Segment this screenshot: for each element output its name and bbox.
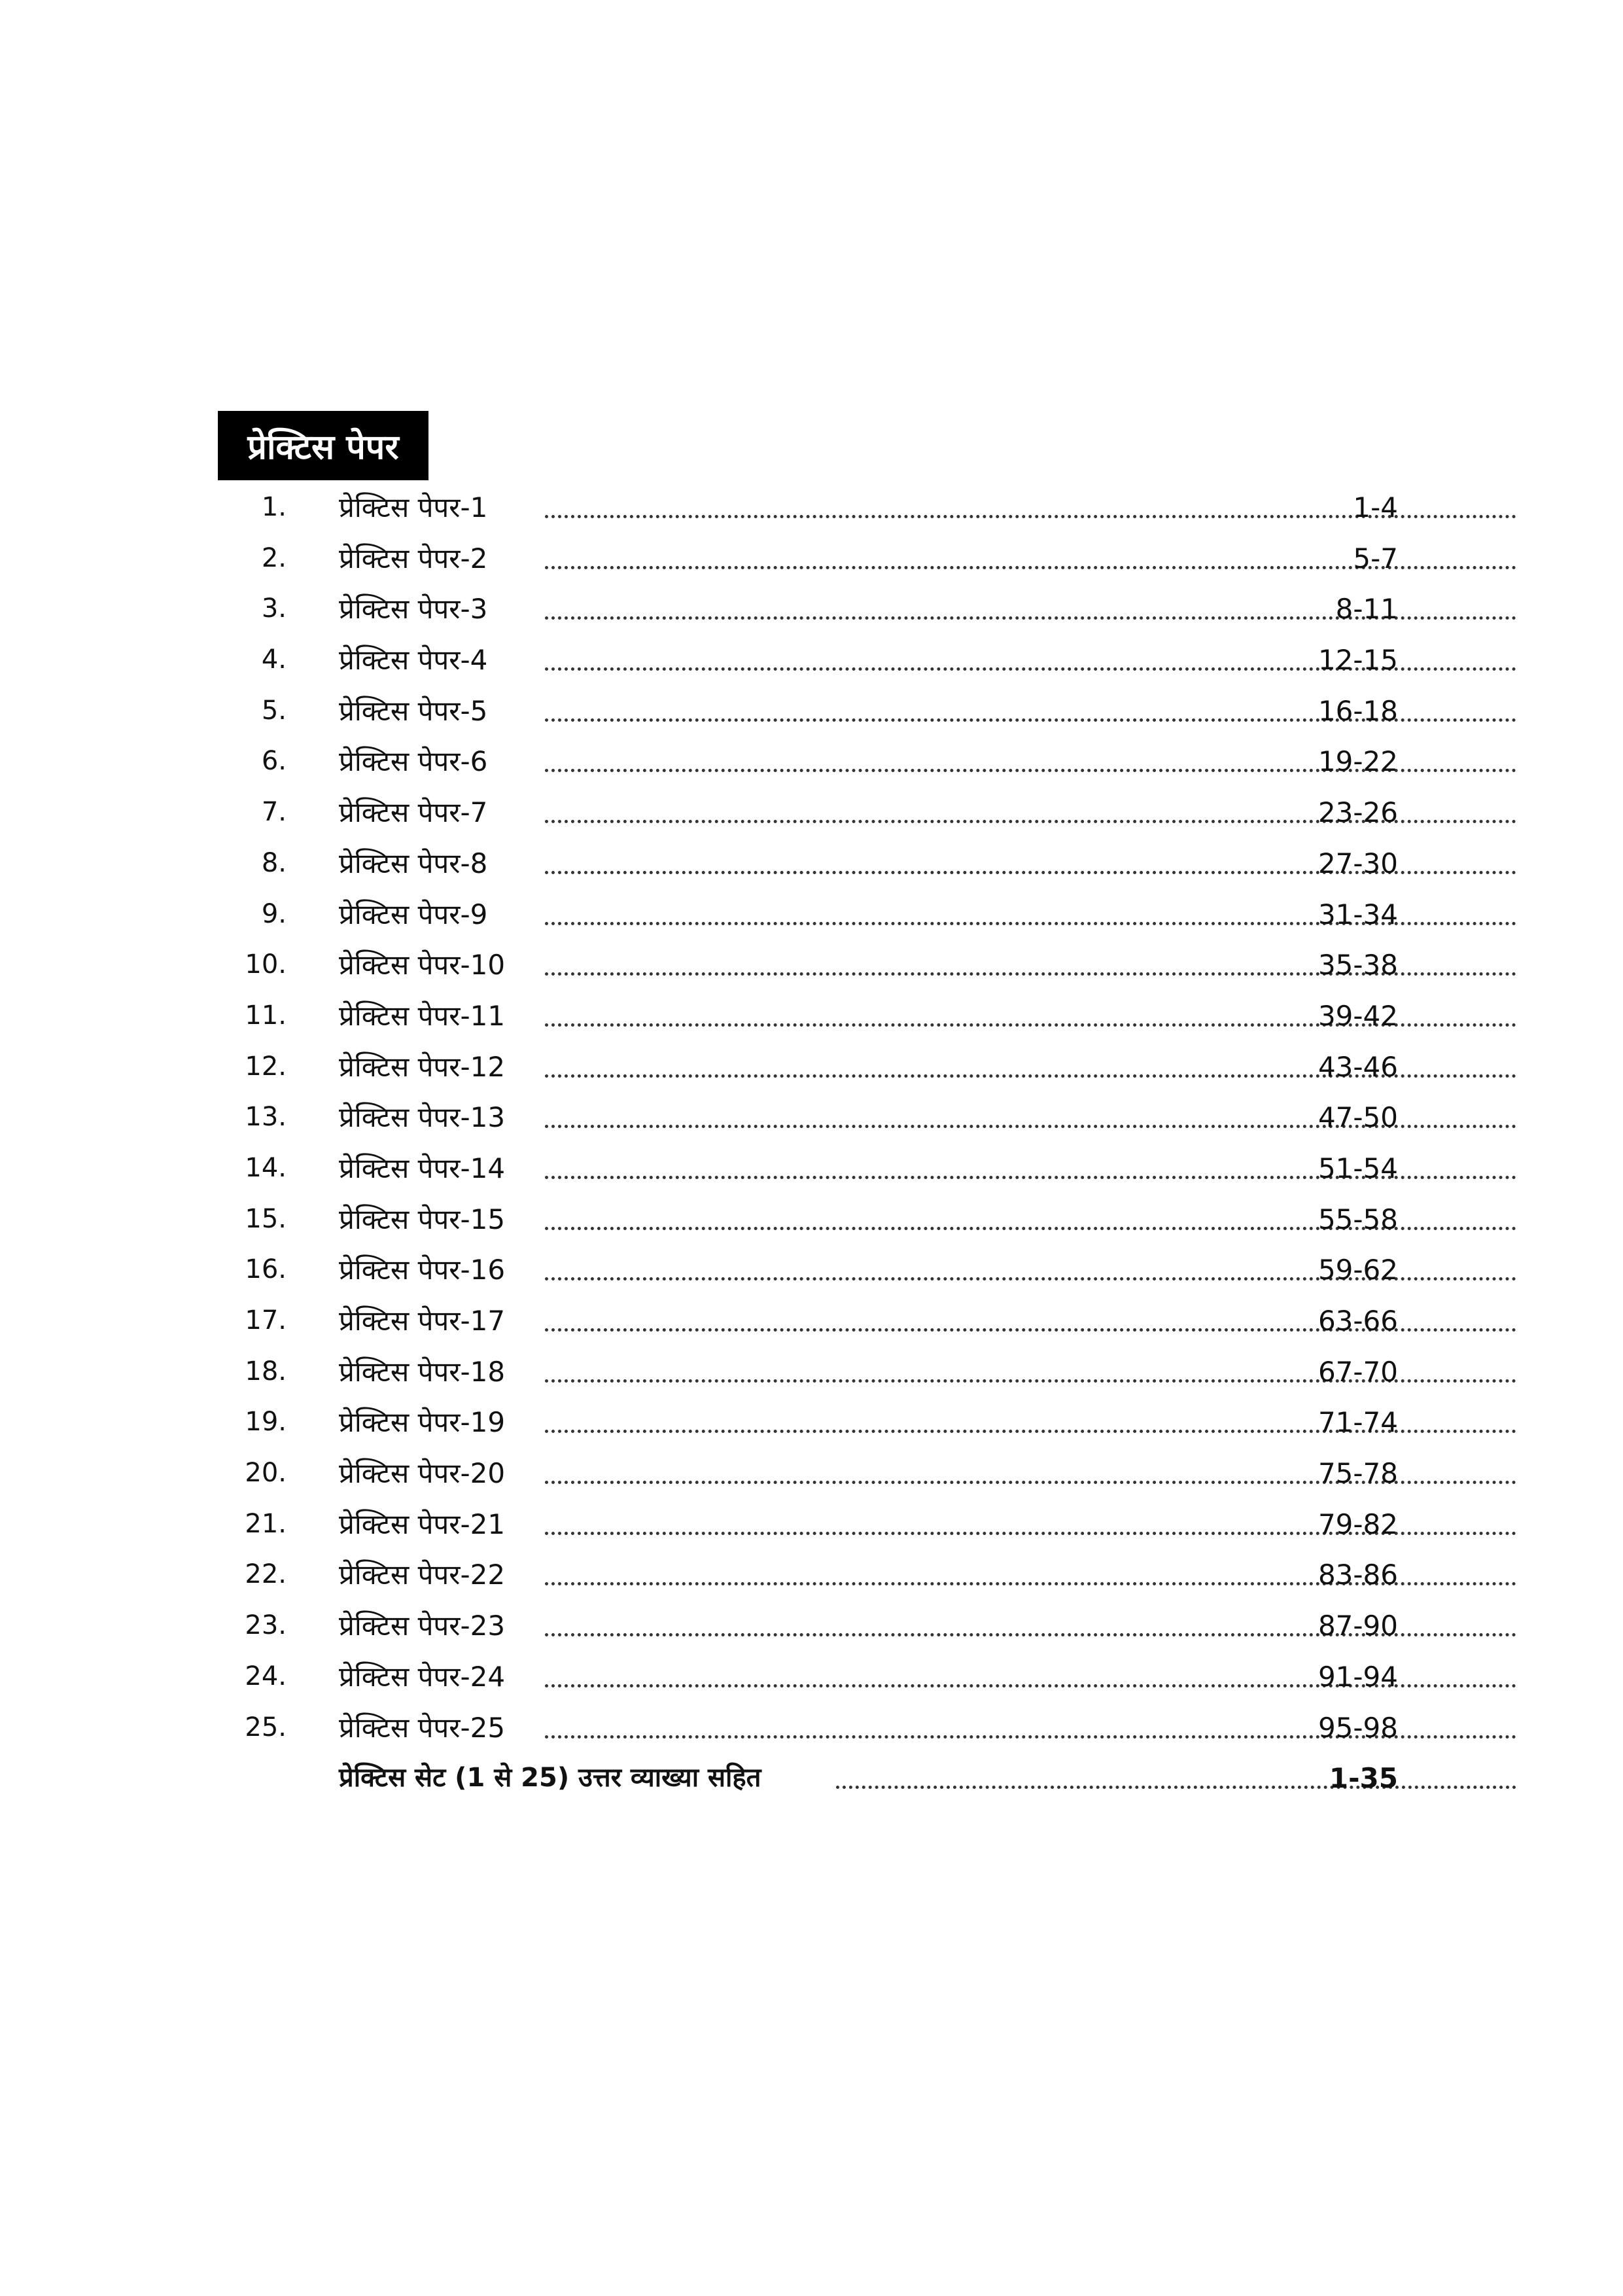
toc-title: प्रेक्टिस पेपर-14 [339,1152,506,1184]
toc-title: प्रेक्टिस पेपर-15 [339,1203,506,1235]
toc-row[interactable] [218,1397,1398,1448]
toc-number: 15. [245,1203,287,1234]
toc-page-range: 5-7 [1353,542,1398,574]
toc-number: 9. [261,898,287,929]
toc-page-range: 12-15 [1318,644,1398,677]
toc-title: प्रेक्टिस पेपर-13 [339,1101,506,1134]
table-of-contents [218,482,1398,1804]
toc-page-range: 39-42 [1318,999,1398,1032]
toc-title-answer-key: प्रेक्टिस सेट (1 से 25) उत्तर व्याख्या सहित [339,1763,761,1793]
toc-title: प्रेक्टिस पेपर-12 [339,1050,506,1083]
toc-row[interactable] [218,736,1398,787]
toc-row[interactable] [218,1092,1398,1143]
toc-number: 2. [261,542,287,573]
toc-page-range: 8-11 [1335,593,1398,626]
toc-row[interactable] [218,1347,1398,1398]
toc-title: प्रेक्टिस पेपर-24 [339,1660,506,1693]
toc-page-range: 87-90 [1318,1610,1398,1642]
toc-title: प्रेक्टिस पेपर-2 [339,542,488,574]
toc-row[interactable] [218,1296,1398,1347]
toc-title: प्रेक्टिस पेपर-19 [339,1406,506,1439]
toc-row[interactable] [218,482,1398,533]
toc-page-range: 43-46 [1318,1050,1398,1083]
toc-number: 3. [261,593,287,624]
toc-row[interactable] [218,584,1398,635]
toc-number: 25. [245,1712,287,1742]
toc-row[interactable] [218,635,1398,686]
toc-page-range: 1-4 [1353,491,1398,523]
section-title: प्रेक्टिस पेपर [247,427,399,467]
toc-page-range: 79-82 [1318,1508,1398,1540]
toc-number: 12. [245,1051,287,1082]
toc-title: प्रेक्टिस पेपर-23 [339,1610,506,1642]
toc-title: प्रेक्टिस पेपर-18 [339,1355,506,1388]
toc-row[interactable] [218,1194,1398,1245]
toc-page-range: 71-74 [1318,1406,1398,1439]
toc-title: प्रेक्टिस पेपर-8 [339,847,488,879]
toc-title: प्रेक्टिस पेपर-10 [339,949,506,981]
dot-leader [836,1786,1516,1789]
toc-row[interactable] [218,1600,1398,1651]
toc-row[interactable] [218,1499,1398,1550]
toc-number: 18. [245,1356,287,1386]
toc-number: 21. [245,1508,287,1539]
toc-title: प्रेक्टिस पेपर-4 [339,644,488,677]
toc-number: 13. [245,1102,287,1133]
toc-page-range: 27-30 [1318,847,1398,879]
toc-title: प्रेक्टिस पेपर-6 [339,745,488,778]
toc-page-range: 95-98 [1318,1711,1398,1744]
toc-page-range: 83-86 [1318,1559,1398,1591]
toc-page-range: 1-35 [1329,1762,1398,1795]
toc-row[interactable] [218,1651,1398,1703]
toc-row[interactable] [218,838,1398,889]
toc-title: प्रेक्टिस पेपर-3 [339,593,488,626]
toc-row[interactable] [218,1042,1398,1093]
toc-row[interactable] [218,787,1398,838]
toc-page-range: 91-94 [1318,1660,1398,1693]
toc-number: 14. [245,1152,287,1183]
toc-title: प्रेक्टिस पेपर-7 [339,796,488,829]
toc-row[interactable] [218,889,1398,940]
toc-row[interactable] [218,1143,1398,1194]
toc-row[interactable] [218,1549,1398,1600]
toc-number: 5. [261,695,287,726]
toc-number: 11. [245,1000,287,1031]
toc-number: 17. [245,1305,287,1335]
toc-row[interactable] [218,686,1398,737]
toc-page-range: 63-66 [1318,1305,1398,1337]
toc-title: प्रेक्टिस पेपर-21 [339,1508,506,1540]
toc-page-range: 35-38 [1318,949,1398,981]
toc-number: 10. [245,949,287,980]
toc-page-range: 19-22 [1318,745,1398,778]
toc-page-range: 31-34 [1318,898,1398,930]
toc-title: प्रेक्टिस पेपर-9 [339,898,488,930]
toc-page-range: 16-18 [1318,694,1398,727]
toc-title: प्रेक्टिस पेपर-20 [339,1457,506,1490]
toc-page-range: 75-78 [1318,1457,1398,1490]
toc-row[interactable] [218,991,1398,1042]
toc-page-range: 55-58 [1318,1203,1398,1235]
toc-number: 1. [261,492,287,522]
toc-number: 22. [245,1559,287,1590]
toc-number: 4. [261,645,287,675]
toc-number: 8. [261,847,287,878]
toc-page-range: 47-50 [1318,1101,1398,1134]
toc-row[interactable] [218,533,1398,584]
toc-row[interactable] [218,940,1398,991]
toc-number: 19. [245,1407,287,1438]
toc-row[interactable] [218,1245,1398,1296]
toc-number: 6. [261,746,287,777]
toc-number: 7. [261,797,287,828]
toc-page-range: 67-70 [1318,1355,1398,1388]
toc-title: प्रेक्टिस पेपर-5 [339,694,488,727]
toc-title: प्रेक्टिस पेपर-25 [339,1711,506,1744]
toc-number: 16. [245,1254,287,1285]
toc-page-range: 59-62 [1318,1254,1398,1286]
toc-page-range: 51-54 [1318,1152,1398,1184]
toc-row[interactable] [218,1448,1398,1499]
toc-page-range: 23-26 [1318,796,1398,829]
toc-number: 24. [245,1661,287,1691]
toc-title: प्रेक्टिस पेपर-22 [339,1559,506,1591]
toc-row[interactable] [218,1703,1398,1754]
section-header-box [218,411,428,480]
toc-title: प्रेक्टिस पेपर-11 [339,999,506,1032]
toc-title: प्रेक्टिस पेपर-16 [339,1254,506,1286]
toc-number: 20. [245,1458,287,1489]
toc-title: प्रेक्टिस पेपर-1 [339,491,488,523]
toc-row-answer-key[interactable] [218,1753,1398,1804]
toc-title: प्रेक्टिस पेपर-17 [339,1305,506,1337]
toc-number: 23. [245,1610,287,1641]
